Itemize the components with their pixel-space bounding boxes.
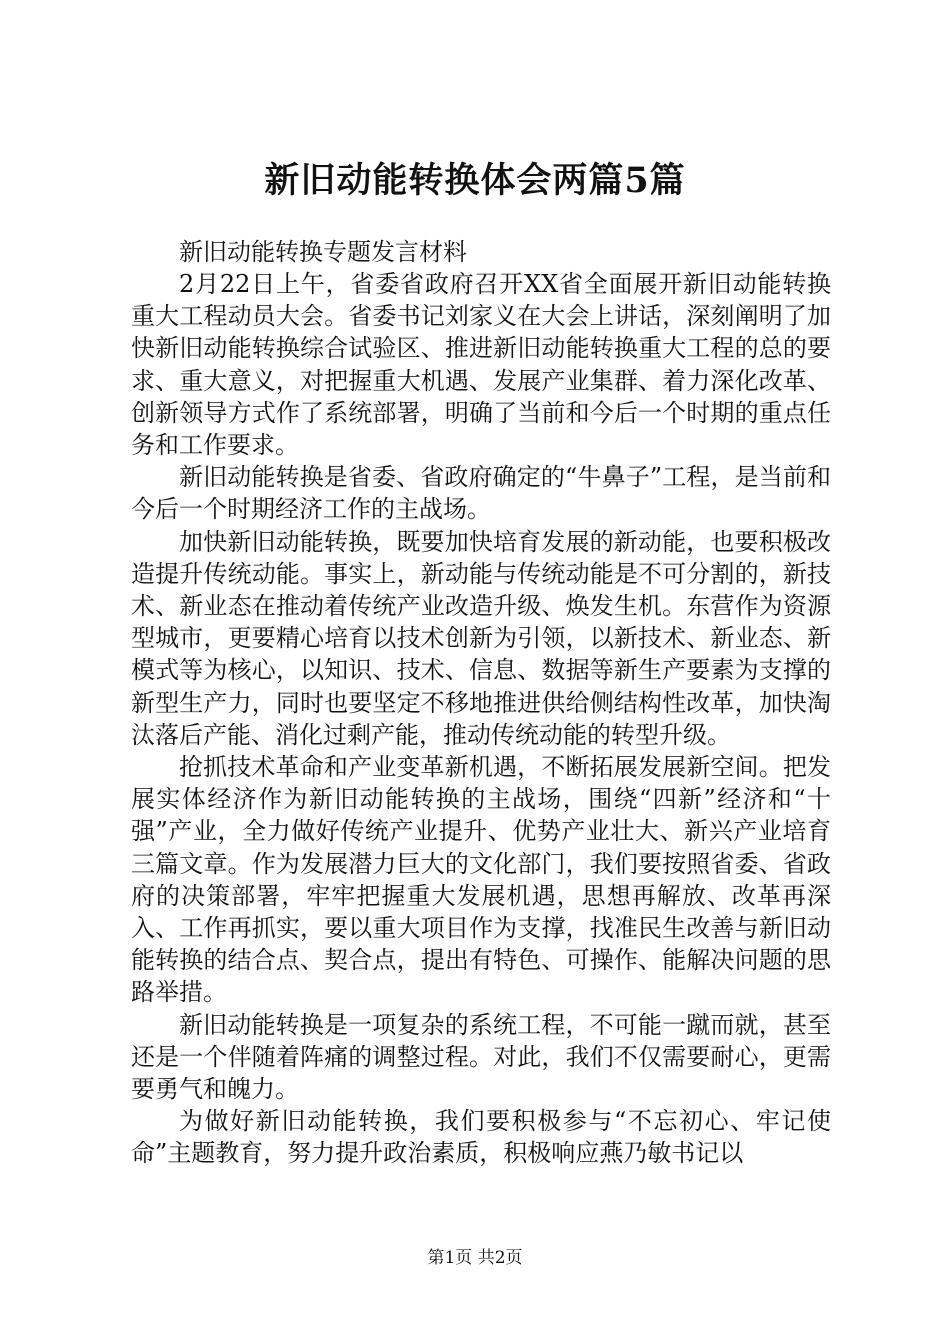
paragraph-3: 加快新旧动能转换，既要加快培育发展的新动能，也要积极改造提升传统动能。事实上，新动能与传统动能是不可分割的，新技术、新业态在推动着传统产业改造升级、焕发生机。东营作为资源型城市，更要精心培育以技术创新为引领，以新技术、新业态、新模式等为核心，以知识、技术、信息、数据等新生产要素为支撑的新型生产力，同时也要坚定不移地推进供给侧结构性改革，加快淘汰落后产能、消化过剩产能，推动传统动能的转型升级。 [131, 527, 831, 749]
paragraph-6: 为做好新旧动能转换，我们要积极参与“不忘初心、牢记使命”主题教育，努力提升政治素质，积极响应燕乃敏书记以 [131, 1107, 831, 1168]
paragraph-5: 新旧动能转换是一项复杂的系统工程，不可能一蹴而就，甚至还是一个伴随着阵痛的调整过程。对此，我们不仅需要耐心，更需要勇气和魄力。 [131, 1010, 831, 1104]
paragraph-1: 2月22日上午，省委省政府召开XX省全面展开新旧动能转换重大工程动员大会。省委书记刘家义在大会上讲话，深刻阐明了加快新旧动能转换综合试验区、推进新旧动能转换重大工程的总的要求、重大意义，对把握重大机遇、发展产业集群、着力深化改革、创新领导方式作了系统部署，明确了当前和今后一个时期的重点任务和工作要求。 [131, 270, 831, 460]
document-body [131, 236, 831, 1170]
page-number-footer: 第1页 共2页 [427, 1248, 523, 1268]
paragraph-4: 抢抓技术革命和产业变革新机遇，不断拓展发展新空间。把发展实体经济作为新旧动能转换的主战场，围绕“四新”经济和“十强”产业，全力做好传统产业提升、优势产业壮大、新兴产业培育三篇文章。作为发展潜力巨大的文化部门，我们要按照省委、省政府的决策部署，牢牢把握重大发展机遇，思想再解放、改革再深入、工作再抓实，要以重大项目作为支撑，找准民生改善与新旧动能转换的结合点、契合点，提出有特色、可操作、能解决问题的思路举措。 [131, 753, 831, 1007]
document-subtitle: 新旧动能转换专题发言材料 [179, 238, 467, 266]
paragraph-2: 新旧动能转换是省委、省政府确定的“牛鼻子”工程，是当前和今后一个时期经济工作的主战场。 [131, 463, 831, 524]
document-title: 新旧动能转换体会两篇5篇 [264, 160, 686, 201]
